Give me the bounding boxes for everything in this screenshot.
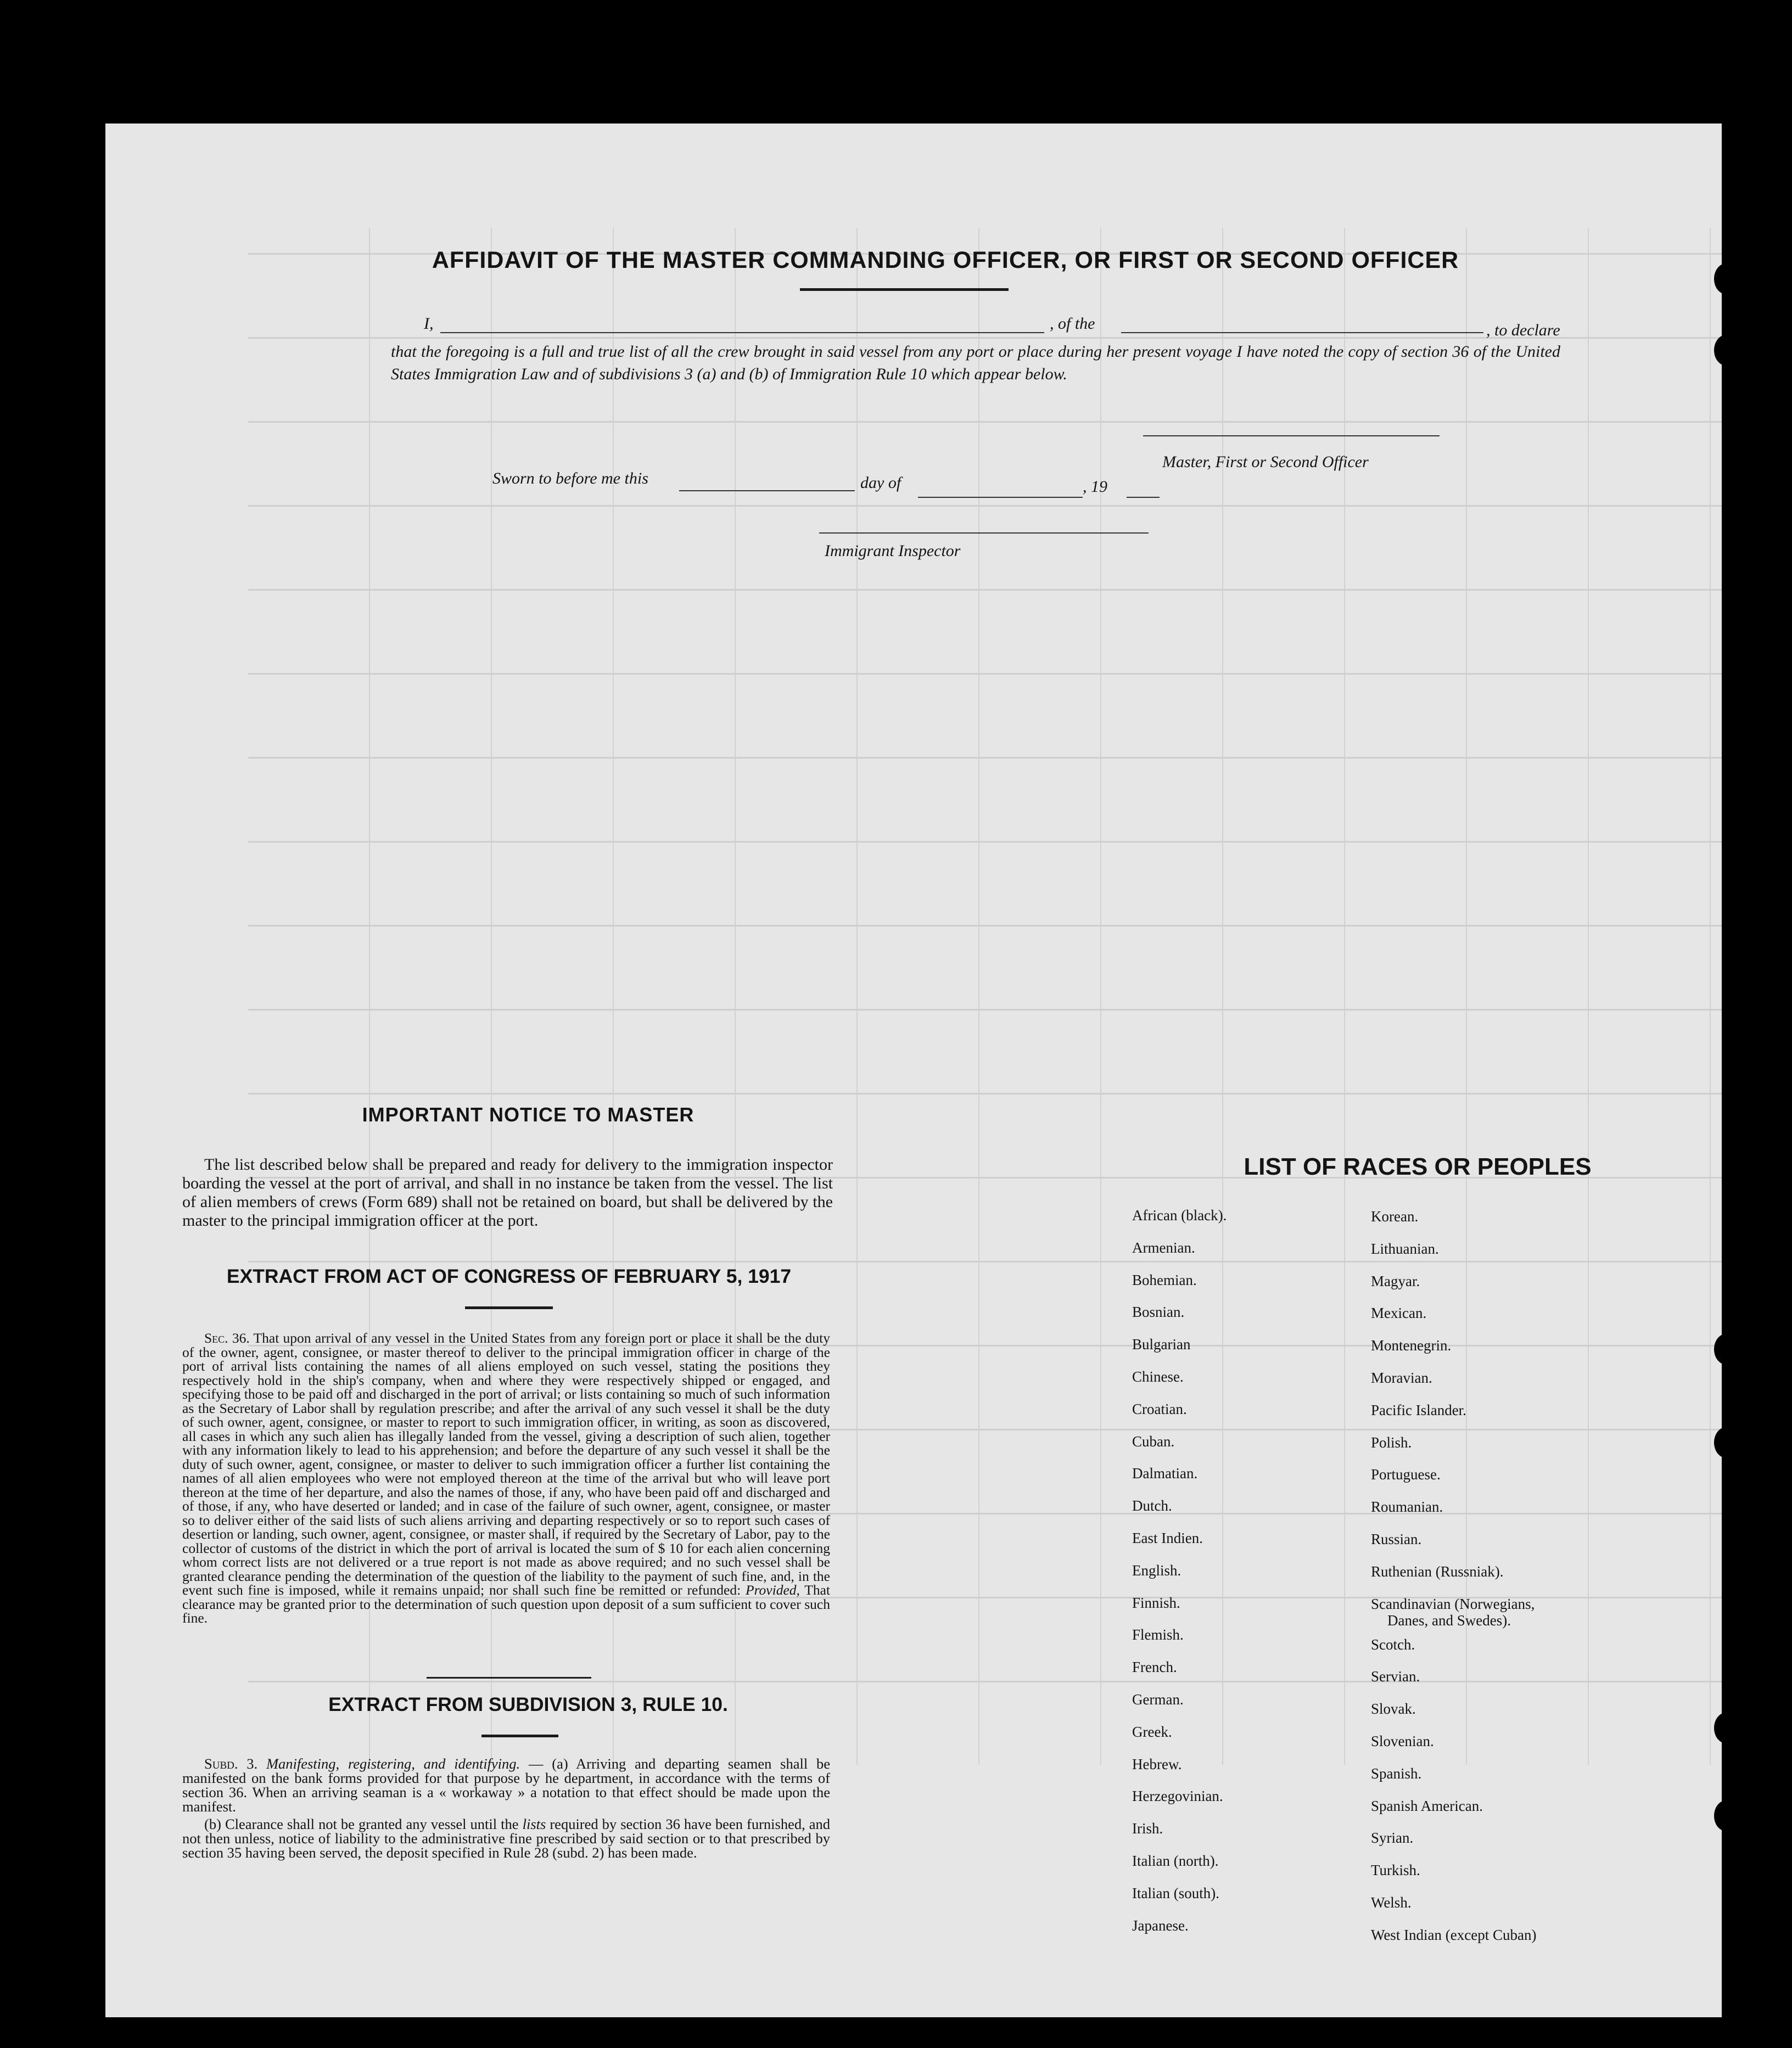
race-item: Dalmatian. <box>1132 1465 1198 1482</box>
notice-title: IMPORTANT NOTICE TO MASTER <box>362 1103 695 1126</box>
binder-hole <box>1714 1800 1738 1831</box>
binder-hole <box>1714 263 1738 294</box>
sworn-label: Sworn to before me this <box>492 469 648 487</box>
inspector-label: Immigrant Inspector <box>825 542 961 560</box>
affidavit-of-the-label: , of the <box>1050 315 1095 333</box>
race-item: Italian (south). <box>1132 1884 1219 1901</box>
section-36-text <box>182 1331 830 1625</box>
race-item: French. <box>1132 1659 1177 1676</box>
race-item: Korean. <box>1371 1208 1419 1225</box>
rule-rule <box>481 1735 558 1737</box>
section-36-end: That clearance may be granted prior to the determination of such question upon deposit of a sum sufficient to cover such fine. <box>182 1582 831 1626</box>
signature-label: Master, First or Second Officer <box>1162 453 1369 471</box>
race-item: Dutch. <box>1132 1497 1172 1514</box>
month-line[interactable] <box>918 497 1083 498</box>
races-column-2 <box>1371 1200 1536 1951</box>
race-item: Hebrew. <box>1132 1755 1182 1772</box>
binder-hole <box>1714 335 1738 366</box>
race-item: Danes, and Swedes). <box>1387 1612 1511 1629</box>
race-item: Spanish. <box>1371 1765 1422 1782</box>
act-rule <box>465 1306 553 1309</box>
year-label: , 19 <box>1083 478 1107 496</box>
race-item: Scandinavian (Norwegians, <box>1371 1595 1535 1612</box>
race-item: German. <box>1132 1691 1184 1708</box>
subd-a-body: — (a) Arriving and departing seamen shall be manifested on the bank forms provided for that purpose by he department, in accordance with the terms of section 36. When an arriving seaman is a « workaway » a notation to that effect should be made upon the manifest. <box>182 1755 831 1815</box>
subd-heading: Manifesting, registering, and identifying. <box>266 1755 520 1772</box>
year-line[interactable] <box>1127 497 1160 498</box>
race-item: English. <box>1132 1562 1181 1579</box>
race-item: Lithuanian. <box>1371 1240 1439 1257</box>
section-label: Sec. 36. <box>204 1330 250 1346</box>
signature-line[interactable] <box>1143 435 1440 436</box>
races-column-1 <box>1132 1199 1227 1942</box>
race-item: Armenian. <box>1132 1239 1195 1256</box>
name-line[interactable] <box>440 332 1044 333</box>
race-item: Ruthenian (Russniak). <box>1371 1563 1504 1580</box>
race-item: Scotch. <box>1371 1636 1415 1653</box>
subdivision-a-text <box>182 1757 830 1814</box>
race-item: Italian (north). <box>1132 1852 1219 1869</box>
races-title: LIST OF RACES OR PEOPLES <box>1244 1153 1592 1180</box>
binder-hole <box>1714 1713 1738 1743</box>
race-item: Irish. <box>1132 1820 1163 1837</box>
title-rule <box>800 288 1009 291</box>
binder-hole <box>1714 1427 1738 1458</box>
race-item: Montenegrin. <box>1371 1337 1452 1354</box>
race-item: Herzegovinian. <box>1132 1788 1223 1805</box>
subd-label: Subd. 3. <box>204 1755 258 1772</box>
race-item: Spanish American. <box>1371 1797 1483 1814</box>
notice-text: The list described below shall be prepared and ready for delivery to the immigration inspector boarding the vessel at the port of arrival, and shall in no instance be taken from the vessel. The list of alien members of crews (Form 689) shall not be retained on board, but shall be delivered by the master to the principal immigration officer at the port. <box>182 1155 833 1230</box>
sworn-date-line[interactable] <box>679 490 855 491</box>
race-item: Portuguese. <box>1371 1466 1441 1483</box>
race-item: Russian. <box>1371 1530 1422 1547</box>
subd-b-part2: required by section 36 have been furnished, and not then unless, notice of liability to the administrative fine prescribed by said section or to that prescribed by section 35 having been served, the deposit specified in Rule 28 (subd. 2) has been made. <box>182 1816 831 1861</box>
race-item: East Indien. <box>1132 1529 1203 1546</box>
binder-hole <box>1714 1334 1738 1365</box>
race-item: Mexican. <box>1371 1305 1427 1322</box>
race-item: Turkish. <box>1371 1862 1420 1879</box>
manifest-page <box>105 124 1722 2017</box>
race-item: Syrian. <box>1371 1830 1414 1847</box>
race-item: Chinese. <box>1132 1368 1184 1385</box>
provided-label: Provided, <box>746 1582 800 1598</box>
race-item: Japanese. <box>1132 1917 1189 1934</box>
race-item: Croatian. <box>1132 1400 1187 1417</box>
section-36-body: That upon arrival of any vessel in the United States from any foreign port or place it shall be the duty of the owner, agent, consignee, or master thereof to deliver to the principal immigration officer in charge of the port of arrival lists containing the names of all aliens employed on such vessel, stating the positions they respectively hold in the ship's company, when and where they were respectively shipped or engaged, and specifying those to be paid off and discharged in the port of arrival; or lists containing so much of such information as the Secretary of Labor shall by regulation prescribe; and after the arrival of any such vessel it shall be the duty of such owner, agent, consignee, or master to report to such immigration officer, in writing, as soon as discovered, all cases in which any such alien has illegally landed from the vessel, giving a description of such alien, together with any information likely to lead to his apprehension; and before the departure of any such vessel it shall be the duty of such owner, agent, consignee, or master to deliver to such immigration officer a further list containing the names of all alien employees who were not employed thereon at the time of the arrival but who will leave port thereon at the time of her departure, and also the names of those, if any, who have been paid off and discharged and of those, if any, who have deserted or landed; and in case of the failure of such owner, agent, consignee, or master so to deliver either of the said lists of such aliens arriving and departing respectively or so to report such cases of desertion or landing, such owner, agent, consignee, or master shall, if required by the Secretary of Labor, pay to the collector of customs of the district in which the port of arrival is located the sum of $ 10 for each alien concerning whom correct lists are not delivered or a true report is not made as above required; and no such vessel shall be granted clearance pending the determination of the question of the liability to the payment of such fine, and, in the event such fine is imposed, while it remains unpaid; nor shall such fine be remitted or refunded: <box>182 1330 831 1598</box>
race-item: Bohemian. <box>1132 1271 1197 1288</box>
race-item: Bosnian. <box>1132 1304 1185 1321</box>
race-item: Cuban. <box>1132 1433 1175 1450</box>
rule-extract-title: EXTRACT FROM SUBDIVISION 3, RULE 10. <box>328 1693 728 1715</box>
race-item: Roumanian. <box>1371 1499 1443 1516</box>
affidavit-to-declare-label: , to declare <box>1486 321 1560 339</box>
race-item: Slovak. <box>1371 1701 1416 1718</box>
act-end-rule <box>427 1677 591 1679</box>
race-item: Moravian. <box>1371 1369 1432 1386</box>
inspector-line[interactable] <box>819 532 1149 534</box>
race-item: African (black). <box>1132 1207 1227 1224</box>
race-item: Welsh. <box>1371 1894 1412 1911</box>
subdivision-b-text <box>182 1817 830 1860</box>
affidavit-title: AFFIDAVIT OF THE MASTER COMMANDING OFFICER, OR FIRST OR SECOND OFFICER <box>432 247 1459 273</box>
act-extract-title: EXTRACT FROM ACT OF CONGRESS OF FEBRUARY 5, 1917 <box>226 1265 792 1287</box>
race-item: Pacific Islander. <box>1371 1401 1466 1418</box>
race-item: Finnish. <box>1132 1594 1180 1611</box>
affidavit-text: that the foregoing is a full and true list of all the crew brought in said vessel from any port or place during her present voyage I have noted the copy of section 36 of the United States Immigration Law and of subdivisions 3 (a) and (b) of Immigration Rule 10 which appear below. <box>391 343 1560 383</box>
subd-b-lists: lists <box>522 1816 546 1832</box>
vessel-line[interactable] <box>1121 332 1483 333</box>
race-item: Magyar. <box>1371 1272 1420 1289</box>
race-item: Servian. <box>1371 1668 1420 1685</box>
affidavit-i-label: I, <box>424 315 434 333</box>
race-item: Bulgarian <box>1132 1336 1191 1353</box>
race-item: Polish. <box>1371 1434 1412 1451</box>
day-of-label: day of <box>860 474 901 492</box>
race-item: Greek. <box>1132 1723 1172 1740</box>
race-item: Slovenian. <box>1371 1732 1434 1749</box>
race-item: Flemish. <box>1132 1626 1184 1643</box>
subd-b-part1: (b) Clearance shall not be granted any vessel until the <box>204 1816 519 1832</box>
race-item: West Indian (except Cuban) <box>1371 1926 1537 1943</box>
